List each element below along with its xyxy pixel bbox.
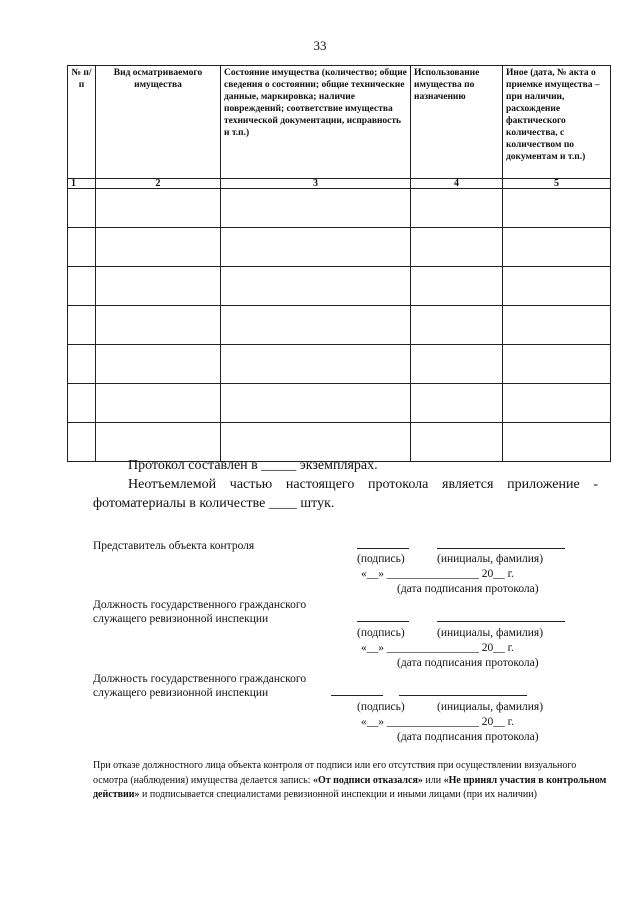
table-cell[interactable]	[68, 345, 96, 384]
table-cell[interactable]	[96, 306, 221, 345]
table-row	[68, 384, 611, 423]
name-line[interactable]	[437, 548, 565, 549]
protocol-appendix-line1: Неотъемлемой частью настоящего протокола является приложение -	[128, 477, 598, 492]
table-cell[interactable]	[411, 267, 503, 306]
column-number: 2	[96, 179, 221, 189]
column-number: 5	[503, 179, 611, 189]
header-number: № п/п	[68, 66, 96, 179]
date-line[interactable]: «__» ________________ 20__ г.	[361, 568, 514, 580]
signature-line[interactable]	[331, 695, 383, 696]
column-number: 4	[411, 179, 503, 189]
note-text: и подписывается специалистами ревизионной инспекции и иными лицами (при их наличии)	[139, 789, 537, 800]
table-cell[interactable]	[221, 189, 411, 228]
refusal-note	[93, 759, 613, 803]
signature-caption: (подпись)	[357, 627, 405, 639]
note-bold-not-participated: «Не принял участия в контрольном действии»	[93, 774, 607, 800]
table-cell[interactable]	[221, 306, 411, 345]
inspection-table	[67, 65, 611, 462]
table-cell[interactable]	[503, 423, 611, 462]
name-line[interactable]	[437, 621, 565, 622]
signature-caption: (подпись)	[357, 553, 405, 565]
representative-label: Представитель объекта контроля	[93, 540, 255, 552]
header-other: Иное (дата, № акта о приемке имущества – при наличии, расхождение фактического количества, с количеством по документам и т.п.)	[503, 66, 611, 179]
table-row	[68, 267, 611, 306]
table-cell[interactable]	[503, 384, 611, 423]
official-label-line2: служащего ревизионной инспекции	[93, 687, 269, 699]
column-number: 3	[221, 179, 411, 189]
name-caption: (инициалы, фамилия)	[437, 701, 544, 713]
note-text: При отказе должностного лица объекта контроля от подписи или его отсутствия при осуществлении визуального осмотра (наблюдения) имущества делается запись:	[93, 760, 577, 786]
table-cell[interactable]	[96, 384, 221, 423]
name-caption: (инициалы, фамилия)	[437, 553, 544, 565]
table-cell[interactable]	[411, 384, 503, 423]
signature-line[interactable]	[357, 621, 409, 622]
table-cell[interactable]	[221, 384, 411, 423]
table-cell[interactable]	[503, 189, 611, 228]
table-cell[interactable]	[503, 267, 611, 306]
table-cell[interactable]	[411, 345, 503, 384]
table-cell[interactable]	[68, 384, 96, 423]
table-cell[interactable]	[68, 423, 96, 462]
column-number: 1	[68, 179, 96, 189]
note-bold-refused: «От подписи отказался»	[312, 774, 423, 786]
official-label-line1: Должность государственного гражданского	[93, 599, 307, 611]
protocol-appendix-line2: фотоматериалы в количестве ____ штук.	[93, 496, 335, 511]
table-cell[interactable]	[221, 228, 411, 267]
table-row	[68, 189, 611, 228]
header-property-usage: Использование имущества по назначению	[411, 66, 503, 179]
table-cell[interactable]	[503, 345, 611, 384]
table-cell[interactable]	[221, 267, 411, 306]
table-header-row	[68, 66, 611, 179]
table-cell[interactable]	[503, 228, 611, 267]
header-property-condition: Состояние имущества (количество; общие сведения о состоянии; общие технические данные, маркировка; наличие повреждений; соответствие имущества технической документации, исправность и т.п.)	[221, 66, 411, 179]
note-text: или	[422, 774, 444, 786]
table-cell[interactable]	[68, 189, 96, 228]
table-cell[interactable]	[96, 228, 221, 267]
signature-line[interactable]	[357, 548, 409, 549]
column-number-row	[68, 179, 611, 189]
table-cell[interactable]	[96, 423, 221, 462]
table-cell[interactable]	[96, 267, 221, 306]
table-cell[interactable]	[503, 306, 611, 345]
date-caption: (дата подписания протокола)	[397, 657, 539, 669]
table-cell[interactable]	[221, 345, 411, 384]
name-line[interactable]	[399, 695, 527, 696]
table-row	[68, 306, 611, 345]
table-cell[interactable]	[96, 345, 221, 384]
table-row	[68, 228, 611, 267]
table-cell[interactable]	[68, 228, 96, 267]
protocol-copies-text: Протокол составлен в _____ экземплярах.	[128, 458, 378, 473]
date-caption: (дата подписания протокола)	[397, 583, 539, 595]
date-line[interactable]: «__» ________________ 20__ г.	[361, 716, 514, 728]
table-cell[interactable]	[68, 267, 96, 306]
official-label-line1: Должность государственного гражданского	[93, 673, 307, 685]
header-property-type: Вид осматриваемого имущества	[96, 66, 221, 179]
table-cell[interactable]	[96, 189, 221, 228]
date-caption: (дата подписания протокола)	[397, 731, 539, 743]
date-line[interactable]: «__» ________________ 20__ г.	[361, 642, 514, 654]
signature-caption: (подпись)	[357, 701, 405, 713]
table-cell[interactable]	[411, 228, 503, 267]
table-row	[68, 423, 611, 462]
name-caption: (инициалы, фамилия)	[437, 627, 544, 639]
table-cell[interactable]	[411, 306, 503, 345]
official-label-line2: служащего ревизионной инспекции	[93, 613, 269, 625]
table-row	[68, 345, 611, 384]
table-cell[interactable]	[411, 189, 503, 228]
table-cell[interactable]	[411, 423, 503, 462]
table-cell[interactable]	[68, 306, 96, 345]
page-number: 33	[313, 38, 327, 53]
table-cell[interactable]	[221, 423, 411, 462]
